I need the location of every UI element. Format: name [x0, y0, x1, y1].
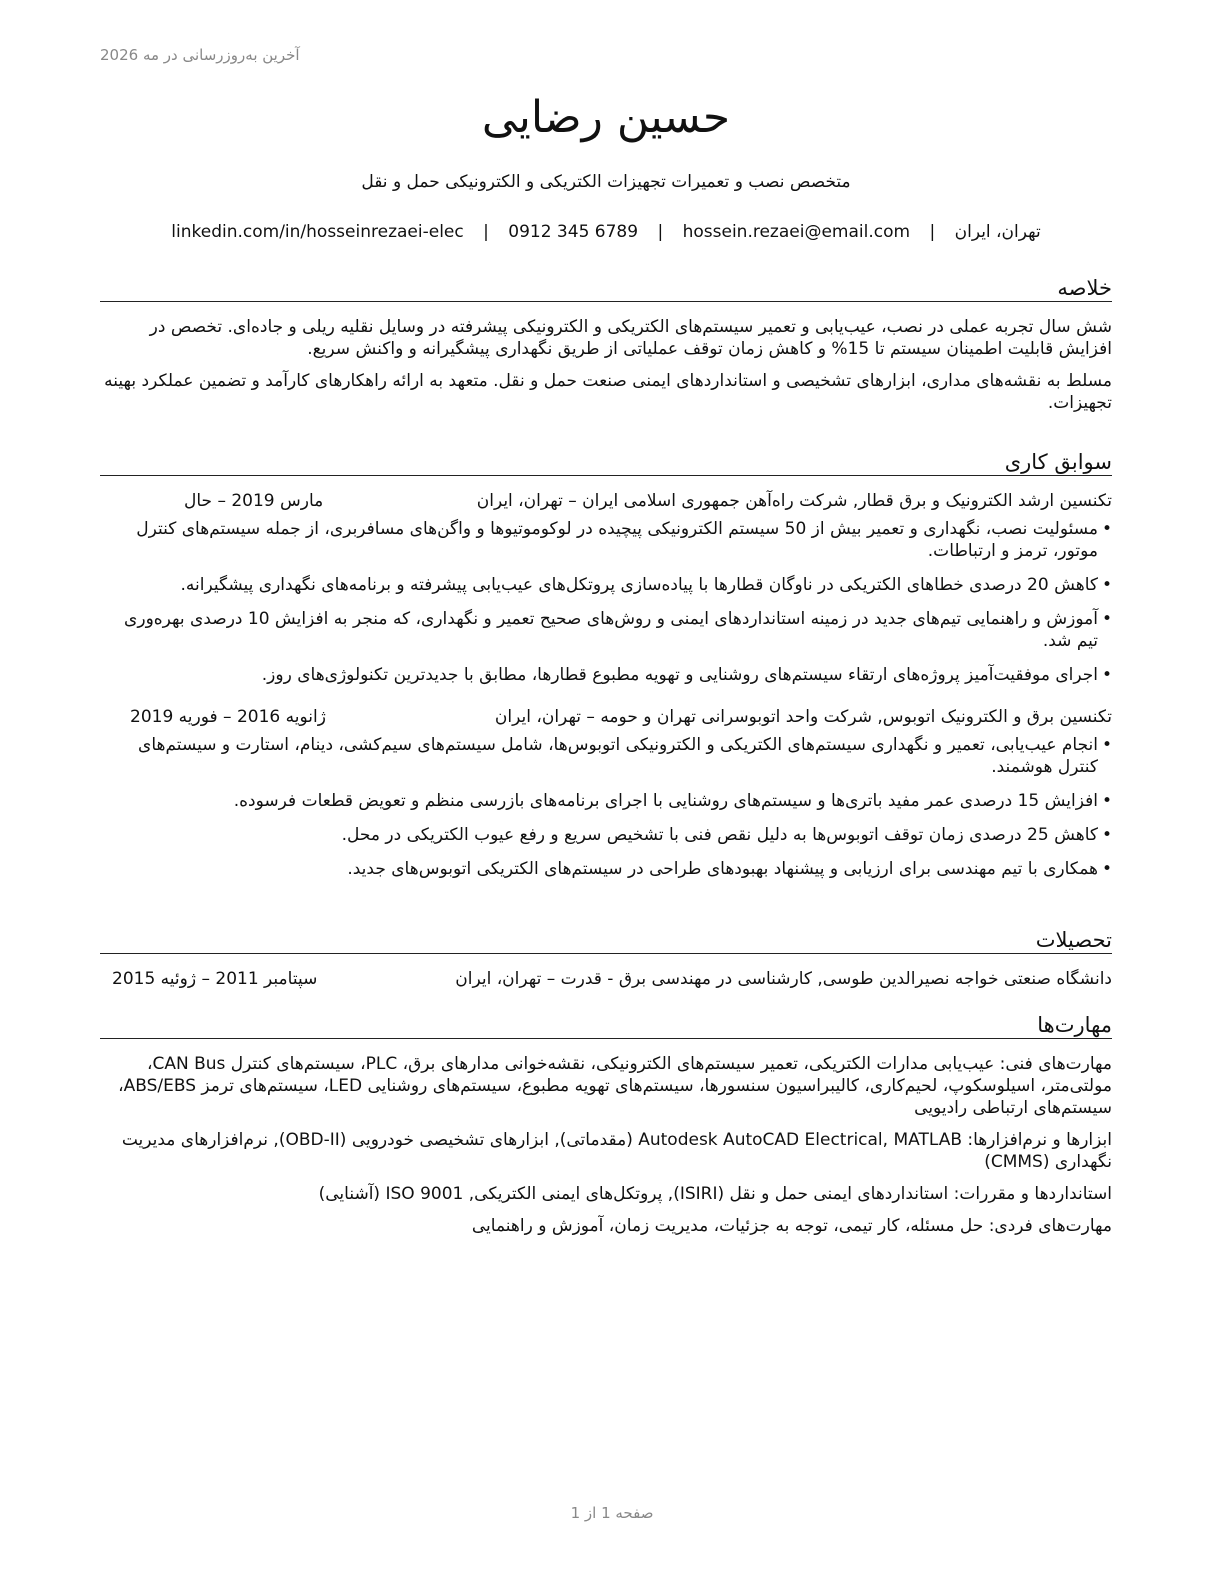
contact-line [100, 222, 1112, 242]
summary-title: خلاصه [100, 276, 1112, 302]
skills-soft: مهارت‌های فردی: حل مسئله، کار تیمی، توجه به جزئیات، مدیریت زمان، آموزش و راهنمایی [471, 1216, 1112, 1236]
job-title: تکنسین برق و الکترونیک اتوبوس, شرکت واحد اتوبوسرانی تهران و حومه – تهران، ایران [494, 707, 1112, 727]
candidate-headline: متخصص نصب و تعمیرات تجهیزات الکتریکی و الکترونیکی حمل و نقل [361, 172, 851, 192]
contact-location: تهران، ایران [954, 222, 1041, 242]
skills-section [100, 1013, 1112, 1237]
education-entry [100, 968, 1112, 990]
contact-separator: | [483, 222, 489, 242]
summary-paragraph: شش سال تجربه عملی در نصب، عیب‌یابی و تعمیر سیستم‌های الکتریکی و الکترونیکی پیشرفته در وسایل نقلیه ریلی و جاده‌ای. تخصص در افزایش قابلیت اطمینان سیستم تا 15% و کاهش زمان توقف عملیاتی از طریق نگهداری پیشگیرانه و واکنش سریع. [149, 317, 1112, 359]
job-entry [100, 706, 1112, 880]
contact-separator: | [929, 222, 936, 242]
job-bullets [100, 518, 1112, 686]
skills-standards: استانداردها و مقررات: استانداردهای ایمنی حمل و نقل (ISIRI), پروتکل‌های ایمنی الکتریکی, ISO 9001 (آشنایی) [318, 1184, 1112, 1204]
skills-technical: مهارت‌های فنی: عیب‌یابی مدارات الکتریکی، تعمیر سیستم‌های الکترونیکی، نقشه‌خوانی مدارهای برق، PLC، سیستم‌های کنترل CAN Bus، مولتی‌متر، اسیلوسکوپ، لحیم‌کاری، کالیبراسیون سنسورها، سیستم‌های تهویه مطبوع، سیستم‌های روشنایی LED، سیستم‌های ترمز ABS/EBS، سیستم‌های ارتباطی رادیویی [118, 1054, 1112, 1118]
job-title: تکنسین ارشد الکترونیک و برق قطار, شرکت راه‌آهن جمهوری اسلامی ایران – تهران، ایران [476, 491, 1112, 511]
education-section [100, 928, 1112, 990]
list-item: • افزایش 15 درصدی عمر مفید باتری‌ها و سیستم‌های روشنایی با اجرای برنامه‌های بازرسی منظم و تعویض قطعات فرسوده. [100, 790, 1112, 812]
contact-email[interactable]: hossein.rezaei@email.com [682, 222, 911, 242]
experience-title: سوابق کاری [100, 450, 1112, 476]
education-title: تحصیلات [100, 928, 1112, 954]
list-item: • اجرای موفقیت‌آمیز پروژه‌های ارتقاء سیستم‌های روشنایی و تهویه مطبوع قطارها، مطابق با جدیدترین تکنولوژی‌های روز. [100, 664, 1112, 686]
last-updated-note: آخرین به‌روزرسانی در مه 2026 [100, 46, 300, 64]
education-heading: دانشگاه صنعتی خواجه نصیرالدین طوسی, کارشناسی در مهندسی برق - قدرت – تهران، ایران [455, 969, 1112, 989]
list-item: • مسئولیت نصب، نگهداری و تعمیر بیش از 50 سیستم الکترونیکی پیچیده در لوکوموتیوها و واگن‌های مسافربری، از جمله سیستم‌های کنترل موتور، ترمز و ارتباطات. [100, 518, 1112, 562]
summary-paragraph: مسلط به نقشه‌های مداری، ابزارهای تشخیصی و استانداردهای ایمنی صنعت حمل و نقل. متعهد به ارائه راهکارهای کارآمد و تضمین عملکرد بهینه تجهیزات. [104, 371, 1112, 413]
experience-section [100, 450, 1112, 892]
list-item: • آموزش و راهنمایی تیم‌های جدید در زمینه استانداردهای ایمنی و روش‌های صحیح تعمیر و نگهداری، که منجر به افزایش 10 درصدی بهره‌وری تیم شد. [100, 608, 1112, 652]
job-bullets [100, 734, 1112, 880]
candidate-name: حسین رضایی [481, 92, 731, 143]
job-dates: مارس 2019 – حال [184, 491, 324, 511]
education-dates: سپتامبر 2011 – ژوئیه 2015 [112, 969, 318, 989]
page-number: صفحه 1 از 1 [570, 1504, 654, 1522]
job-dates: ژانویه 2016 – فوریه 2019 [130, 707, 326, 727]
job-heading [100, 706, 1112, 728]
list-item: • انجام عیب‌یابی، تعمیر و نگهداری سیستم‌های الکتریکی و الکترونیکی اتوبوس‌ها، شامل سیستم‌های سیم‌کشی، دینام، استارت و سیستم‌های کنترل هوشمند. [100, 734, 1112, 778]
list-item: • کاهش 20 درصدی خطاهای الکتریکی در ناوگان قطارها با پیاده‌سازی پروتکل‌های عیب‌یابی پیشرفته و برنامه‌های نگهداری پیشگیرانه. [100, 574, 1112, 596]
contact-phone: 0912 345 6789 [508, 222, 639, 242]
list-item: • همکاری با تیم مهندسی برای ارزیابی و پیشنهاد بهبودهای طراحی در سیستم‌های الکتریکی اتوبوس‌های جدید. [100, 858, 1112, 880]
contact-linkedin[interactable]: linkedin.com/in/hosseinrezaei-elec [171, 222, 464, 242]
list-item: • کاهش 25 درصدی زمان توقف اتوبوس‌ها به دلیل نقص فنی با تشخیص سریع و رفع عیوب الکتریکی در محل. [100, 824, 1112, 846]
summary-section [100, 276, 1112, 414]
job-heading [100, 490, 1112, 512]
job-entry [100, 490, 1112, 686]
contact-separator: | [657, 222, 664, 242]
skills-tools: ابزارها و نرم‌افزارها: Autodesk AutoCAD Electrical, MATLAB (مقدماتی), ابزارهای تشخیصی خودرویی (OBD-II), نرم‌افزارهای مدیریت نگهداری (CMMS) [121, 1130, 1112, 1172]
skills-title: مهارت‌ها [100, 1013, 1112, 1039]
